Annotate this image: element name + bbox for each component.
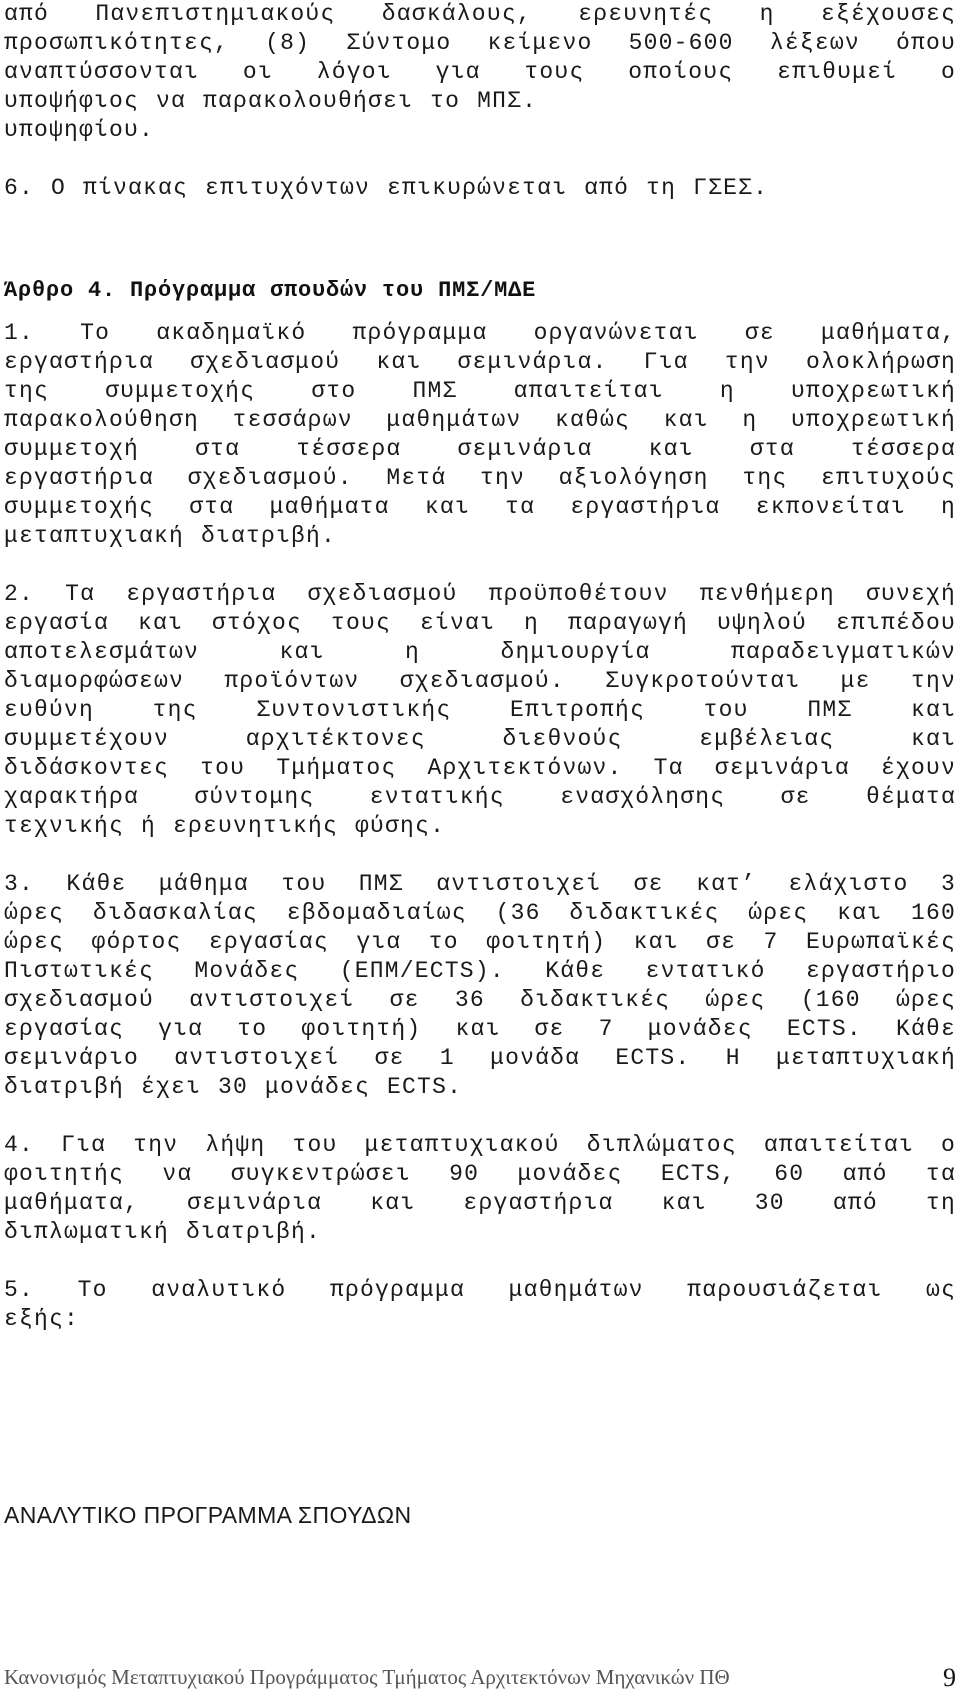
text-line: αναπτύσσονται οι λόγοι για τους οποίους επιθυμεί ο bbox=[4, 59, 956, 85]
program-title: ΑΝΑΛΥΤΙΚΟ ΠΡΟΓΡΑΜΜΑ ΣΠΟΥΔΩΝ bbox=[4, 1502, 412, 1528]
text-line: συμμετοχής στα μαθήματα και τα εργαστήρια εκπονείται η bbox=[4, 494, 956, 520]
paragraph-3 bbox=[4, 870, 956, 1102]
text-line: χαρακτήρα σύντομης εντατικής ενασχόλησης σε θέματα bbox=[4, 784, 956, 810]
text-line: εργασία και στόχος τους είναι η παραγωγή υψηλού επιπέδου bbox=[4, 610, 956, 636]
text-line: 5. Το αναλυτικό πρόγραμμα μαθημάτων παρουσιάζεται ως bbox=[4, 1277, 956, 1303]
page-number: 9 bbox=[943, 1663, 956, 1692]
text-line: διδάσκοντες του Τμήματος Αρχιτεκτόνων. Τα σεμινάρια έχουν bbox=[4, 755, 956, 781]
text-line: εργαστήρια σχεδιασμού. Μετά την αξιολόγηση της επιτυχούς bbox=[4, 465, 956, 491]
paragraph-5 bbox=[4, 1276, 956, 1334]
text-line: συμμετοχή στα τέσσερα σεμινάρια και στα τέσσερα bbox=[4, 436, 956, 462]
text-line: υποψηφίου. bbox=[4, 117, 155, 143]
text-line: της συμμετοχής στο ΠΜΣ απαιτείται η υποχρεωτική bbox=[4, 378, 956, 404]
text-line: από Πανεπιστημιακούς δασκάλους, ερευνητές η εξέχουσες bbox=[4, 1, 956, 27]
text-line: εξής: bbox=[4, 1306, 80, 1332]
text-line: παρακολούθηση τεσσάρων μαθημάτων καθώς και η υποχρεωτική bbox=[4, 407, 956, 433]
text-line: φοιτητής να συγκεντρώσει 90 μονάδες ECTS, 60 από τα bbox=[4, 1161, 956, 1187]
text-line: προσωπικότητες, (8) Σύντομο κείμενο 500-600 λέξεων όπου bbox=[4, 30, 956, 56]
text-line: Πιστωτικές Μονάδες (ΕΠΜ/ECTS). Κάθε εντατικό εργαστήριο bbox=[4, 958, 956, 984]
text-line: μαθήματα, σεμινάρια και εργαστήρια και 30 από τη bbox=[4, 1190, 956, 1216]
footer-text: Κανονισμός Μεταπτυχιακού Προγράμματος Τμήματος Αρχιτεκτόνων Μηχανικών ΠΘ bbox=[4, 1665, 730, 1689]
text-line: 2. Τα εργαστήρια σχεδιασμού προϋποθέτουν πενθήμερη συνεχή bbox=[4, 581, 956, 607]
text-line: υποψήφιος να παρακολουθήσει το ΜΠΣ. bbox=[4, 88, 538, 114]
text-line: αποτελεσμάτων και η δημιουργία παραδειγματικών bbox=[4, 639, 956, 665]
text-line: διατριβή έχει 30 μονάδες ECTS. bbox=[4, 1074, 463, 1100]
text-line: 3. Κάθε μάθημα του ΠΜΣ αντιστοιχεί σε κατ’ ελάχιστο 3 bbox=[4, 871, 956, 897]
text-line: εργαστήρια σχεδιασμού και σεμινάρια. Για την ολοκλήρωση bbox=[4, 349, 956, 375]
text-line: τεχνικής ή ερευνητικής φύσης. bbox=[4, 813, 446, 839]
text-line: μεταπτυχιακή διατριβή. bbox=[4, 523, 337, 549]
intro-paragraph bbox=[4, 0, 956, 145]
text-line: διπλωματική διατριβή. bbox=[4, 1219, 322, 1245]
text-line: 6. Ο πίνακας επιτυχόντων επικυρώνεται από τη ΓΣΕΣ. bbox=[4, 175, 769, 201]
text-line: σχεδιασμού αντιστοιχεί σε 36 διδακτικές ώρες (160 ώρες bbox=[4, 987, 956, 1013]
text-line: εργασίας για το φοιτητή) και σε 7 μονάδες ECTS. Κάθε bbox=[4, 1016, 956, 1042]
item-6 bbox=[4, 174, 956, 203]
text-line: ώρες φόρτος εργασίας για το φοιτητή) και σε 7 Ευρωπαϊκές bbox=[4, 929, 956, 955]
text-line: 4. Για την λήψη του μεταπτυχιακού διπλώματος απαιτείται ο bbox=[4, 1132, 956, 1158]
page-footer bbox=[4, 1665, 956, 1695]
article-heading: Άρθρο 4. Πρόγραμμα σπουδών του ΠΜΣ/ΜΔΕ bbox=[4, 278, 537, 303]
text-line: σεμινάριο αντιστοιχεί σε 1 μονάδα ECTS. Η μεταπτυχιακή bbox=[4, 1045, 956, 1071]
paragraph-2 bbox=[4, 580, 956, 841]
text-line: ευθύνη της Συντονιστικής Επιτροπής του ΠΜΣ και bbox=[4, 697, 956, 723]
text-line: διαμορφώσεων προϊόντων σχεδιασμού. Συγκροτούνται με την bbox=[4, 668, 956, 694]
text-line: 1. Το ακαδημαϊκό πρόγραμμα οργανώνεται σε μαθήματα, bbox=[4, 320, 956, 346]
text-line: συμμετέχουν αρχιτέκτονες διεθνούς εμβέλειας και bbox=[4, 726, 956, 752]
paragraph-1 bbox=[4, 319, 956, 551]
paragraph-4 bbox=[4, 1131, 956, 1247]
text-line: ώρες διδασκαλίας εβδομαδιαίως (36 διδακτικές ώρες και 160 bbox=[4, 900, 956, 926]
